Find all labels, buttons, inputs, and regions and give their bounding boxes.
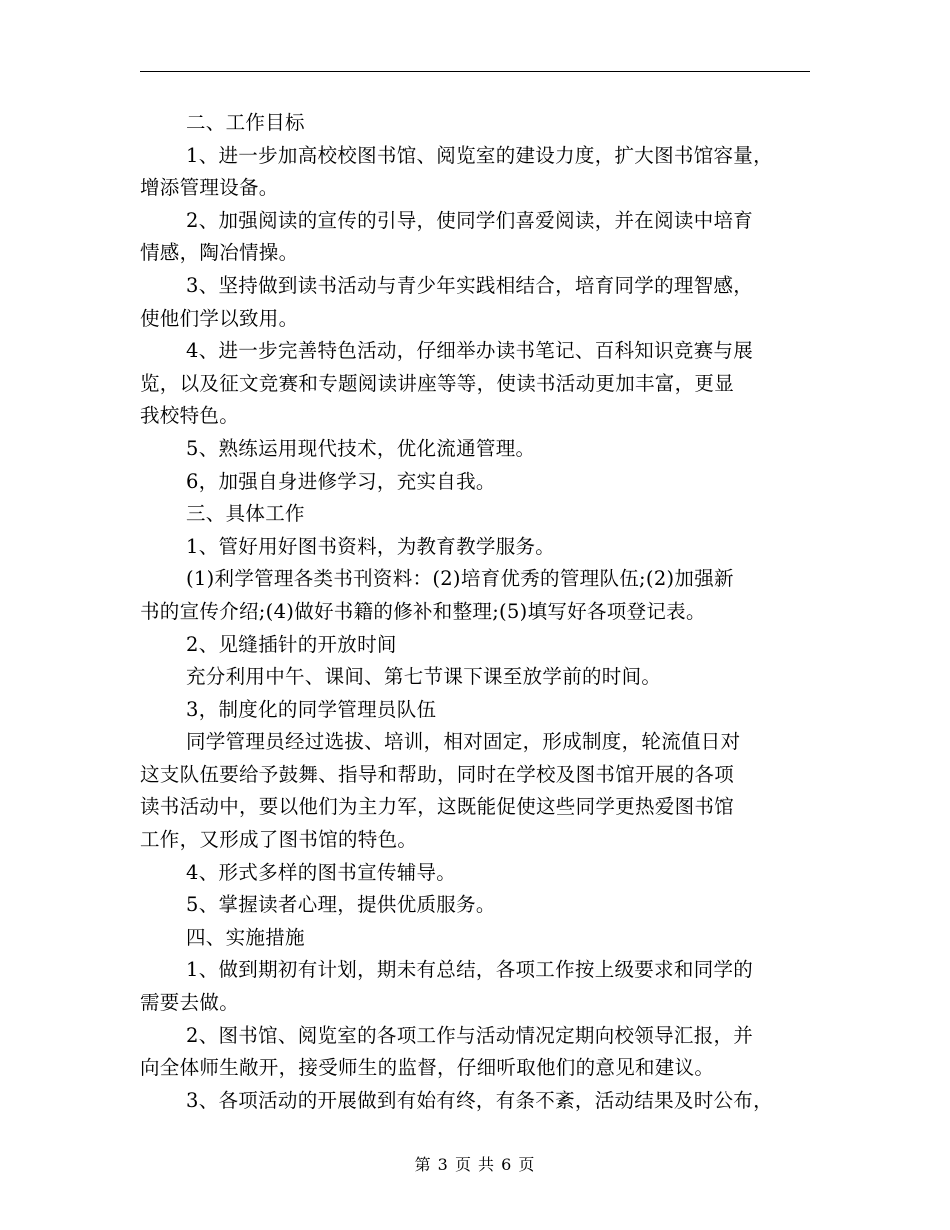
text-line: 三、具体工作 bbox=[186, 502, 305, 526]
text-line: 读书活动中，要以他们为主力军，这既能促使这些同学更热爱图书馆 bbox=[140, 795, 735, 819]
text-line: 需要去做。 bbox=[140, 991, 240, 1015]
text-line: 使他们学以致用。 bbox=[140, 306, 299, 330]
text-line: 工作，又形成了图书馆的特色。 bbox=[140, 828, 418, 852]
text-line: 同学管理员经过选拔、培训，相对固定，形成制度，轮流值日对 bbox=[186, 730, 741, 754]
document-body bbox=[140, 107, 810, 1117]
text-line: 充分利用中午、课间、第七节课下课至放学前的时间。 bbox=[186, 665, 662, 689]
page-footer: 第 3 页 共 6 页 bbox=[414, 1155, 536, 1174]
text-line: 5、熟练运用现代技术，优化流通管理。 bbox=[186, 436, 536, 460]
text-line: 览，以及征文竞赛和专题阅读讲座等等，使读书活动更加丰富，更显 bbox=[140, 371, 735, 395]
text-line: 1、做到期初有计划，期未有总结，各项工作按上级要求和同学的 bbox=[186, 958, 754, 982]
text-line: 2、图书馆、阅览室的各项工作与活动情况定期向校领导汇报，并 bbox=[186, 1023, 754, 1047]
text-line: 1、进一步加高校校图书馆、阅览室的建设力度，扩大图书馆容量， bbox=[186, 143, 773, 167]
text-line: 我校特色。 bbox=[140, 404, 240, 428]
text-line: 4、进一步完善特色活动，仔细举办读书笔记、百科知识竞赛与展 bbox=[186, 339, 754, 363]
text-line: 增添管理设备。 bbox=[140, 176, 279, 200]
text-line: 1、管好用好图书资料，为教育教学服务。 bbox=[186, 534, 556, 558]
text-line: (1)利学管理各类书刊资料：(2)培育优秀的管理队伍;(2)加强新 bbox=[186, 567, 734, 591]
text-line: 2、加强阅读的宣传的引导，使同学们喜爱阅读，并在阅读中培育 bbox=[186, 208, 754, 232]
text-line: 3，制度化的同学管理员队伍 bbox=[186, 697, 437, 721]
text-line: 情感，陶冶情操。 bbox=[140, 241, 299, 265]
text-line: 4、形式多样的图书宣传辅导。 bbox=[186, 860, 457, 884]
text-line: 书的宣传介绍;(4)做好书籍的修补和整理;(5)填写好各项登记表。 bbox=[140, 599, 706, 623]
text-line: 二、工作目标 bbox=[186, 111, 305, 134]
header-rule bbox=[140, 71, 810, 72]
text-line: 这支队伍要给予鼓舞、指导和帮助，同时在学校及图书馆开展的各项 bbox=[140, 762, 735, 786]
text-line: 6，加强自身进修学习，充实自我。 bbox=[186, 469, 496, 493]
text-line: 5、掌握读者心理，提供优质服务。 bbox=[186, 893, 496, 917]
text-line: 3、坚持做到读书活动与青少年实践相结合，培育同学的理智感， bbox=[186, 273, 754, 297]
text-line: 3、各项活动的开展做到有始有终，有条不紊，活动结果及时公布， bbox=[186, 1088, 773, 1112]
text-line: 2、见缝插针的开放时间 bbox=[186, 632, 397, 656]
text-line: 四、实施措施 bbox=[186, 925, 305, 949]
text-line: 向全体师生敞开，接受师生的监督，仔细听取他们的意见和建议。 bbox=[140, 1056, 715, 1080]
